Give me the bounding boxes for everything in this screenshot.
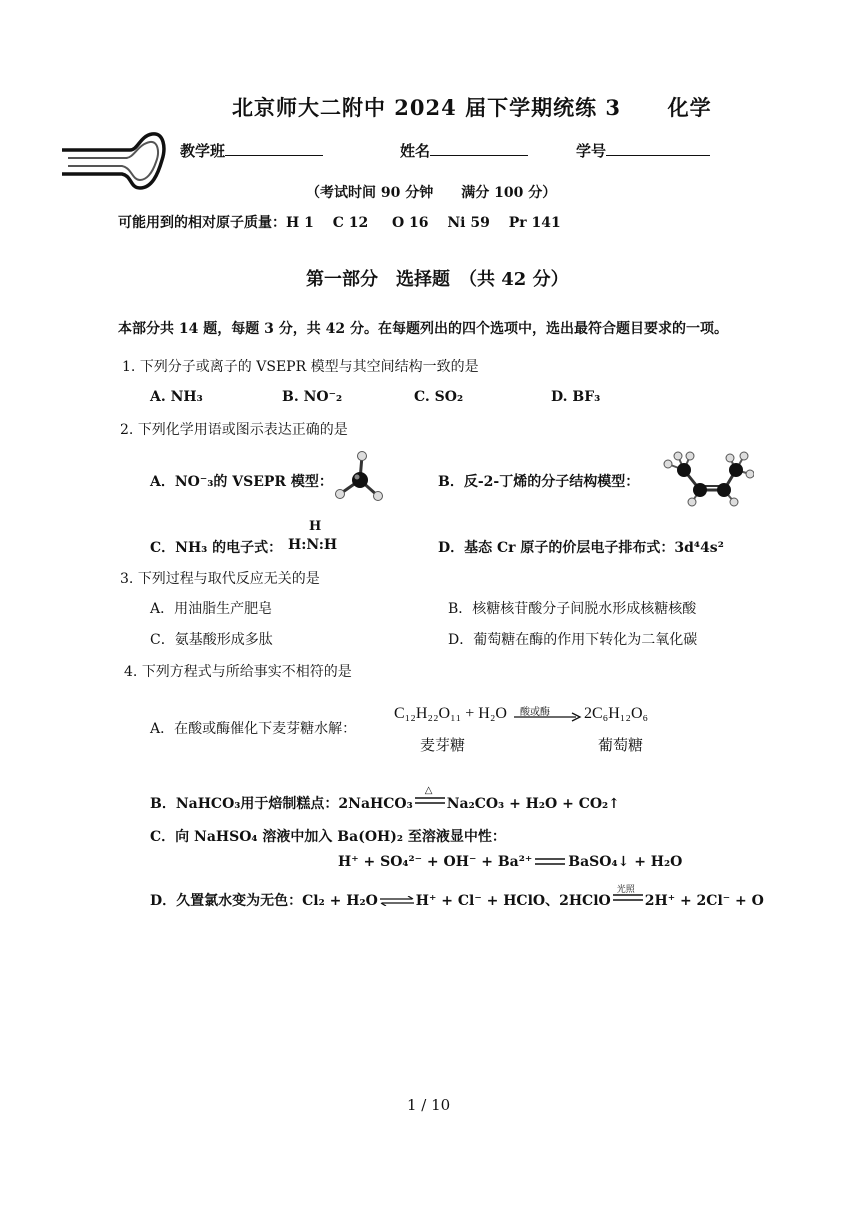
q1-option-a[interactable]: A. NH₃ (150, 389, 203, 405)
ammonia-top-h: H (309, 519, 322, 534)
field-name-label: 姓名 (400, 142, 431, 160)
glucose-name: 葡萄糖 (598, 736, 644, 754)
q4-stem: 下列方程式与所给事实不相符的是 (141, 664, 352, 680)
equal-sign-icon (535, 858, 565, 866)
vsepr-model-image (332, 448, 384, 506)
maltose-catalyst: 酸或酶 (520, 707, 550, 718)
page-number: 1 / 10 (407, 1096, 451, 1114)
binder-clip-graphic (60, 128, 170, 198)
bisulfate-eq-right: BaSO₄↓ + H₂O (568, 854, 683, 870)
q1-number: 1. (122, 359, 136, 375)
ammonia-electron-formula: H:N:H (288, 537, 338, 553)
field-class-label: 教学班 (180, 142, 226, 160)
bisulfate-eq-left: H⁺ + SO₄²⁻ + OH⁻ + Ba²⁺ (338, 854, 533, 870)
maltose-eq-left: C₁₂H₂₂O₁₁ + H₂O (394, 705, 507, 722)
q4-option-b-label[interactable]: B．NaHCO₃用于焙制糕点： (150, 796, 339, 812)
field-id-blank[interactable] (606, 141, 710, 156)
chlorine-eq1-left: Cl₂ + H₂O (302, 893, 378, 909)
field-name-blank[interactable] (430, 141, 528, 156)
q3-option-d[interactable]: D．葡萄糖在酶的作用下转化为二氧化碳 (448, 632, 698, 648)
exam-title: 北京师大二附中 2024 届下学期统练 3 (232, 95, 621, 120)
exam-info: （考试时间 90 分钟 满分 100 分） (306, 185, 557, 201)
q1-option-b[interactable]: B. NO⁻₂ (282, 389, 343, 405)
q3-number: 3. (120, 571, 134, 587)
equal-sign-icon (415, 797, 445, 805)
q2-number: 2. (120, 422, 134, 438)
subject-label: 化学 (667, 95, 712, 120)
q4-option-c-label[interactable]: C．向 NaHSO₄ 溶液中加入 Ba(OH)₂ 至溶液显中性： (150, 829, 506, 845)
q3-option-c[interactable]: C．氨基酸形成多肽 (150, 632, 273, 648)
equal-sign-icon (613, 894, 643, 902)
q4-number: 4. (124, 664, 138, 680)
section-instructions: 本部分共 14 题，每题 3 分，共 42 分。在每题列出的四个选项中，选出最符合题目要求的一项。 (118, 321, 728, 337)
light-condition: 光照 (616, 885, 635, 895)
q3-option-b[interactable]: B．核糖核苷酸分子间脱水形成核糖核酸 (448, 601, 697, 617)
atomic-masses: 可能用到的相对原子质量：H 1 C 12 O 16 Ni 59 Pr 141 (118, 215, 561, 231)
bicarbonate-eq-left: 2NaHCO₃ (338, 796, 413, 812)
q2-option-b[interactable]: B．反-2-丁烯的分子结构模型： (438, 474, 640, 490)
q2-option-d[interactable]: D．基态 Cr 原子的价层电子排布式：3d⁴4s² (438, 540, 724, 556)
butene-model-image (654, 450, 754, 508)
q1-option-d[interactable]: D. BF₃ (551, 389, 601, 405)
maltose-name: 麦芽糖 (420, 736, 466, 754)
chlorine-eq2-right: 2H⁺ + 2Cl⁻ + O (644, 893, 764, 909)
field-id-label: 学号 (576, 142, 607, 160)
q2-stem: 下列化学用语或图示表达正确的是 (137, 422, 348, 438)
q2-option-a[interactable]: A．NO⁻₃的 VSEPR 模型： (150, 474, 333, 490)
heat-condition: △ (424, 785, 433, 796)
section-title: 第一部分 选择题 （共 42 分） (306, 269, 569, 290)
q2-option-c[interactable]: C．NH₃ 的电子式： (150, 540, 283, 556)
q1-option-c[interactable]: C. SO₂ (414, 389, 464, 405)
bicarbonate-eq-right: Na₂CO₃ + H₂O + CO₂↑ (446, 796, 620, 812)
reaction-arrow-icon (514, 712, 582, 722)
chlorine-eq1-right: H⁺ + Cl⁻ + HClO、2HClO (415, 893, 611, 909)
maltose-eq-right: 2C₆H₁₂O₆ (584, 705, 649, 722)
q4-option-a-label[interactable]: A．在酸或酶催化下麦芽糖水解： (150, 721, 357, 737)
equilibrium-arrow-icon (380, 896, 414, 906)
field-class-blank[interactable] (225, 141, 323, 156)
q3-option-a[interactable]: A．用油脂生产肥皂 (150, 601, 273, 617)
q1-stem: 下列分子或离子的 VSEPR 模型与其空间结构一致的是 (139, 359, 479, 375)
q4-option-d-label[interactable]: D．久置氯水变为无色： (150, 893, 303, 909)
q3-stem: 下列过程与取代反应无关的是 (137, 571, 320, 587)
